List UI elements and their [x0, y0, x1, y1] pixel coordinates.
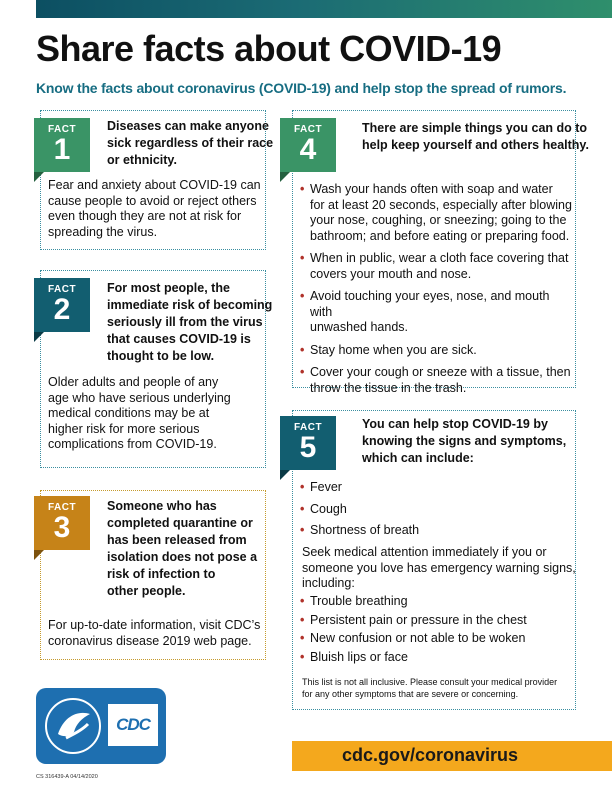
page-subtitle: Know the facts about coronavirus (COVID-19) and help stop the spread of rumors. — [36, 80, 567, 96]
list-item: • Fever — [300, 480, 574, 496]
emergency-signs-list — [300, 594, 574, 672]
fact-3-headline: Someone who has completed quarantine or has been released from isolation does not pose a risk of infection to other people. — [107, 499, 258, 598]
fact-2-badge — [34, 278, 90, 332]
website-url[interactable]: cdc.gov/coronavirus — [342, 745, 519, 765]
symptom-disclaimer: This list is not all inclusive. Please consult your medical provider for any other symptoms that are severe or concerning. — [302, 677, 558, 699]
list-item: • When in public, wear a cloth face covering that covers your mouth and nose. — [300, 251, 574, 282]
fact-4-bullet-list — [300, 182, 574, 403]
page-title: Share facts about COVID-19 — [36, 28, 502, 69]
symptom-list — [300, 480, 574, 546]
fact-number: 3 — [53, 511, 71, 544]
fact-1-headline: Diseases can make anyone sick regardless of their race or ethnicity. — [107, 119, 274, 167]
fact-2-body: Older adults and people of any age who have serious underlying medical conditions may be at higher risk for more serious complications from COVID-19. — [48, 375, 231, 451]
fact-label: FACT — [47, 502, 77, 513]
fact-1-badge — [34, 118, 90, 172]
list-item: • Stay home when you are sick. — [300, 343, 574, 359]
fact-number: 5 — [299, 431, 317, 464]
fact-label: FACT — [47, 124, 77, 135]
fact-number: 4 — [299, 133, 317, 166]
url-bar — [292, 741, 612, 771]
publication-code: CS 316439-A 04/14/2020 — [36, 774, 98, 780]
fact-5-badge — [280, 416, 336, 470]
fact-5-headline: You can help stop COVID-19 by knowing the signs and symptoms, which can include: — [362, 417, 567, 465]
fact-label: FACT — [47, 284, 77, 295]
fact-label: FACT — [293, 124, 323, 135]
fact-number: 1 — [53, 133, 71, 166]
fact-4-headline: There are simple things you can do to help keep yourself and others healthy. — [362, 121, 589, 152]
fact-3-badge — [34, 496, 90, 550]
hhs-cdc-logo — [36, 688, 166, 764]
fact-4-badge — [280, 118, 336, 172]
list-item: • Avoid touching your eyes, nose, and mouth with unwashed hands. — [300, 289, 574, 336]
list-item: • Wash your hands often with soap and water for at least 20 seconds, especially after blowing your nose, coughing, or sneezing; going to the bathroom; and before eating or preparing food. — [300, 182, 574, 244]
list-item: • New confusion or not able to be woken — [300, 631, 574, 647]
list-item: • Cover your cough or sneeze with a tissue, then throw the tissue in the trash. — [300, 365, 574, 396]
fact-3-body: For up-to-date information, visit CDC’s coronavirus disease 2019 web page. — [48, 618, 261, 648]
fact-label: FACT — [293, 422, 323, 433]
hhs-eagle-icon — [44, 696, 102, 756]
list-item: • Persistent pain or pressure in the chest — [300, 613, 574, 629]
list-item: • Cough — [300, 502, 574, 518]
fact-1-body: Fear and anxiety about COVID-19 can cause people to avoid or reject others even though they are not at risk for spreading the virus. — [48, 178, 261, 239]
fact-number: 2 — [53, 293, 71, 326]
list-item: • Shortness of breath — [300, 523, 574, 539]
top-gradient-bar — [36, 0, 612, 18]
list-item: • Trouble breathing — [300, 594, 574, 610]
list-item: • Bluish lips or face — [300, 650, 574, 666]
fact-2-headline: For most people, the immediate risk of becoming seriously ill from the virus that causes COVID-19 is thought to be low. — [107, 281, 273, 363]
cdc-wordmark: CDC — [108, 704, 158, 746]
emergency-intro: Seek medical attention immediately if you or someone you love has emergency warning signs, including: — [302, 545, 576, 590]
